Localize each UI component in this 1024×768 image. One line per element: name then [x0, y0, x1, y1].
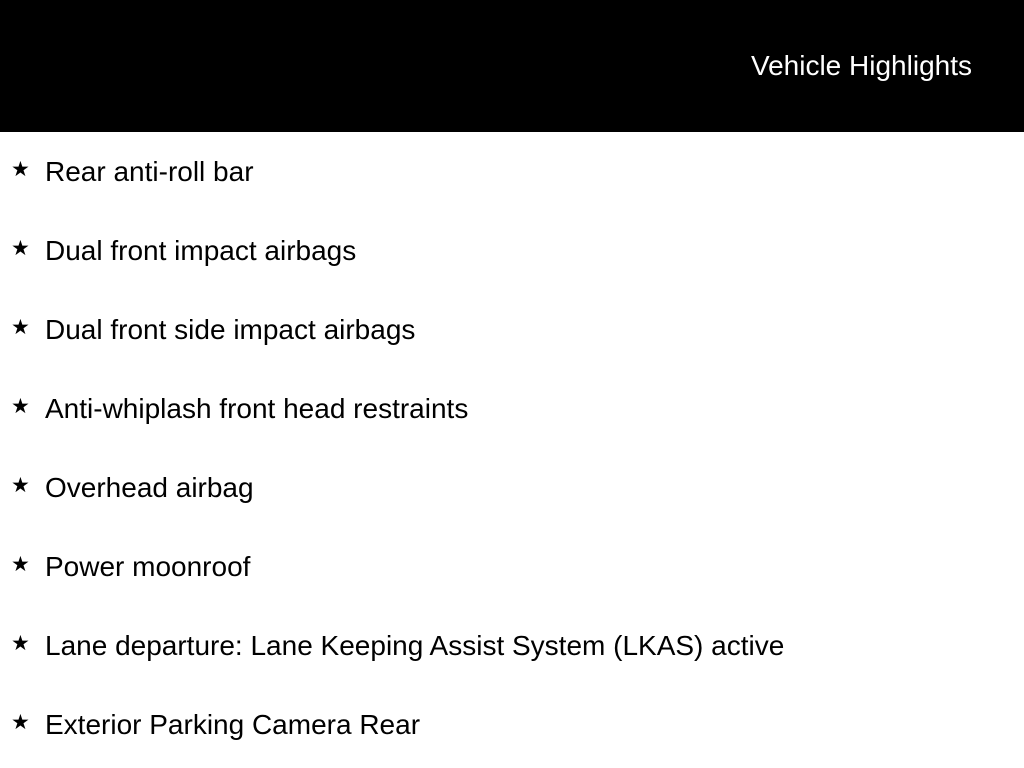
- star-icon: ★: [11, 395, 30, 418]
- highlight-label: Lane departure: Lane Keeping Assist System (LKAS) active: [45, 630, 785, 661]
- list-item: [0, 132, 1024, 211]
- highlights-list: [0, 132, 1024, 764]
- list-item: [0, 527, 1024, 606]
- list-item: [0, 369, 1024, 448]
- highlight-label: Exterior Parking Camera Rear: [45, 709, 421, 740]
- list-item: [0, 211, 1024, 290]
- list-item: [0, 685, 1024, 764]
- page-title: Vehicle Highlights: [750, 50, 972, 81]
- list-item: [0, 448, 1024, 527]
- star-icon: ★: [11, 632, 30, 655]
- star-icon: ★: [11, 474, 30, 497]
- highlight-label: Rear anti-roll bar: [45, 156, 254, 187]
- highlight-label: Dual front side impact airbags: [45, 314, 416, 345]
- highlight-label: Dual front impact airbags: [45, 235, 357, 266]
- list-item: [0, 606, 1024, 685]
- header-bar: [0, 0, 1024, 132]
- star-icon: ★: [11, 711, 30, 734]
- list-item: [0, 290, 1024, 369]
- highlight-label: Overhead airbag: [45, 472, 254, 503]
- highlight-label: Power moonroof: [45, 551, 251, 582]
- star-icon: ★: [11, 158, 30, 181]
- star-icon: ★: [11, 316, 30, 339]
- highlight-label: Anti-whiplash front head restraints: [45, 393, 469, 424]
- star-icon: ★: [11, 237, 30, 260]
- star-icon: ★: [11, 553, 30, 576]
